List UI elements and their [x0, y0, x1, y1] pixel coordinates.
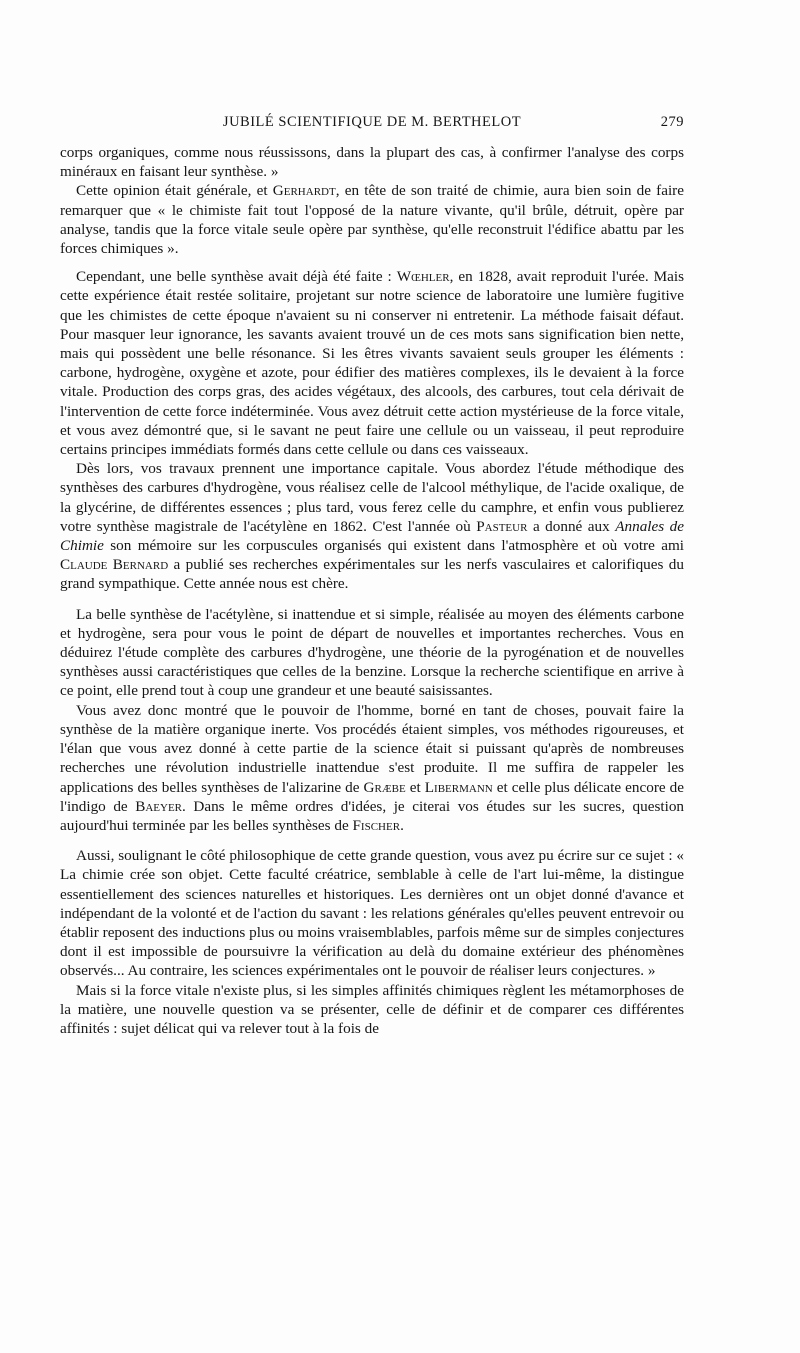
text-run: Dès lors, vos travaux prennent une importance capitale. Vous abordez l'étude méthodique des synthèses des carbures d'hydrogène, vous réalisez celle de l'alcool méthylique, de l'acide oxalique, de la glycérine, de différentes essences ; plus tard, vous ferez celle du camphre, et enfin vous publierez votre synthèse magistrale de l'acétylène en 1862. C'est l'année où: [60, 460, 684, 535]
paragraph: [60, 267, 684, 459]
text-run: , en tête de son traité de chimie, aura bien soin de faire remarquer que « le chimiste fait tout l'opposé de la nature vivante, qu'il brûle, détruit, opère par analyse, tandis que la force vitale seule opère par synthèse, qu'elle reconstruit l'édifice abattu par les forces chimiques ».: [60, 182, 684, 258]
text-run: Cependant, une belle synthèse avait déjà été faite :: [76, 268, 397, 286]
journal-title: Annales de Chimie: [60, 517, 684, 555]
person-name: Gerhardt: [272, 182, 336, 200]
person-name: Græbe: [363, 778, 406, 796]
text-run: son mémoire sur les corpuscules organisés qui existent dans l'atmosphère et où votre ami: [103, 537, 684, 555]
text-run: .: [400, 816, 404, 834]
paragraph: [60, 846, 684, 980]
text-run: a donné aux: [527, 517, 616, 535]
paragraph: [60, 459, 684, 593]
person-name: Wœhler: [396, 268, 450, 286]
paragraph: [60, 181, 684, 258]
text-run: et: [405, 778, 425, 796]
paragraph: [60, 143, 684, 181]
text-run: Aussi, soulignant le côté philosophique de cette grande question, vous avez pu écrire sur ce sujet : « La chimie crée son objet. Cette faculté créatrice, semblable à celle de l'art lui-même, la distingue essentiellement des sciences naturelles et historiques. Les dernières ont un objet donné d'avance et indépendant de la volonté et de l'action du savant : les relations générales qu'elles peuvent entrevoir ou établir reposent des inductions plus ou moins vraisemblables, parfois même sur de simples conjectures dont il est impossible de poursuivre la vérification au delà du domaine extérieur des phénomènes observés... Au contraire, les sciences expérimentales ont le pouvoir de réaliser leurs conjectures. »: [60, 847, 684, 980]
text-run: et celle plus délicate encore de l'indigo de: [60, 778, 685, 815]
person-name: Fischer: [352, 816, 401, 834]
text-run: a publié ses recherches expérimentales sur les nerfs vasculaires et calorifiques du grand sympathique. Cette année nous est chère.: [60, 556, 684, 593]
person-name: Pasteur: [476, 517, 528, 535]
person-name: Libermann: [424, 778, 493, 796]
person-name: Baeyer: [135, 797, 183, 815]
paragraph: [60, 981, 684, 1039]
paragraph: [60, 701, 684, 835]
text-run: . Dans le même ordres d'idées, je citerai vos études sur les sucres, question aujourd'hui terminée par les belles synthèses de: [60, 797, 685, 834]
text-run: Mais si la force vitale n'existe plus, si les simples affinités chimiques règlent les métamorphoses de la matière, une nouvelle question va se présenter, celle de définir et de comparer ces différentes affinités : sujet délicat qui va relever tout à la fois de: [60, 981, 684, 1037]
text-run: La belle synthèse de l'acétylène, si inattendue et si simple, réalisée au moyen des éléments carbone et hydrogène, sera pour vous le point de départ de nouvelles et importantes recherches. Vous en déduirez l'étude complète des carbures d'hydrogène, une théorie de la pyrogénation et de nouvelles synthèses aussi caractéristiques que celles de la benzine. Lorsque la recherche scientifique en arrive à ce point, elle prend tout à coup une grandeur et une beauté saisissantes.: [60, 605, 684, 700]
text-run: Vous avez donc montré que le pouvoir de l'homme, borné en tant de choses, pouvait faire la synthèse de la matière organique inerte. Vos procédés étaient simples, vos méthodes rigoureuses, et l'élan que vous avez donné à cette partie de la science était si puissant qu'après de nombreuses recherches une révolution industrielle inattendue s'est produite. Il me suffira de rappeler les applications des belles synthèses de l'alizarine de: [60, 701, 684, 796]
person-name: Claude Bernard: [60, 556, 169, 574]
text-run: corps organiques, comme nous réussissons, dans la plupart des cas, à confirmer l'analyse des corps minéraux en faisant leur synthèse. »: [60, 144, 684, 181]
page-number: 279: [660, 114, 684, 130]
body-text: [60, 143, 684, 1038]
running-title: JUBILÉ SCIENTIFIQUE DE M. BERTHELOT: [222, 114, 522, 130]
text-run: , en 1828, avait reproduit l'urée. Mais cette expérience était restée solitaire, projetant sur notre science de laboratoire une lumière fugitive que les chimistes de cette époque n'avaient su ni conserver ni entretenir. La méthode faisait défaut. Pour masquer leur ignorance, les savants avaient trouvé un de ces mots sans signification bien nette, mais qui possèdent une belle résonance. Si les êtres vivants savaient seuls grouper les éléments : carbone, hydrogène, oxygène et azote, pour édifier des matières complexes, ils le devaient à la force vitale. Production des corps gras, des acides végétaux, des alcools, des carbures, tout cela dérivait de l'intervention de cette force indéterminée. Vous avez détruit cette action mystérieuse de la force vitale, et vous avez démontré que, si le savant ne peut faire une cellule ou un vaisseau, il peut reproduire certains principes immédiats formés dans cette cellule ou dans ces vaisseaux.: [60, 268, 685, 459]
text-run: Cette opinion était générale, et: [76, 182, 273, 200]
page-header: [60, 114, 684, 134]
paragraph: [60, 605, 684, 701]
